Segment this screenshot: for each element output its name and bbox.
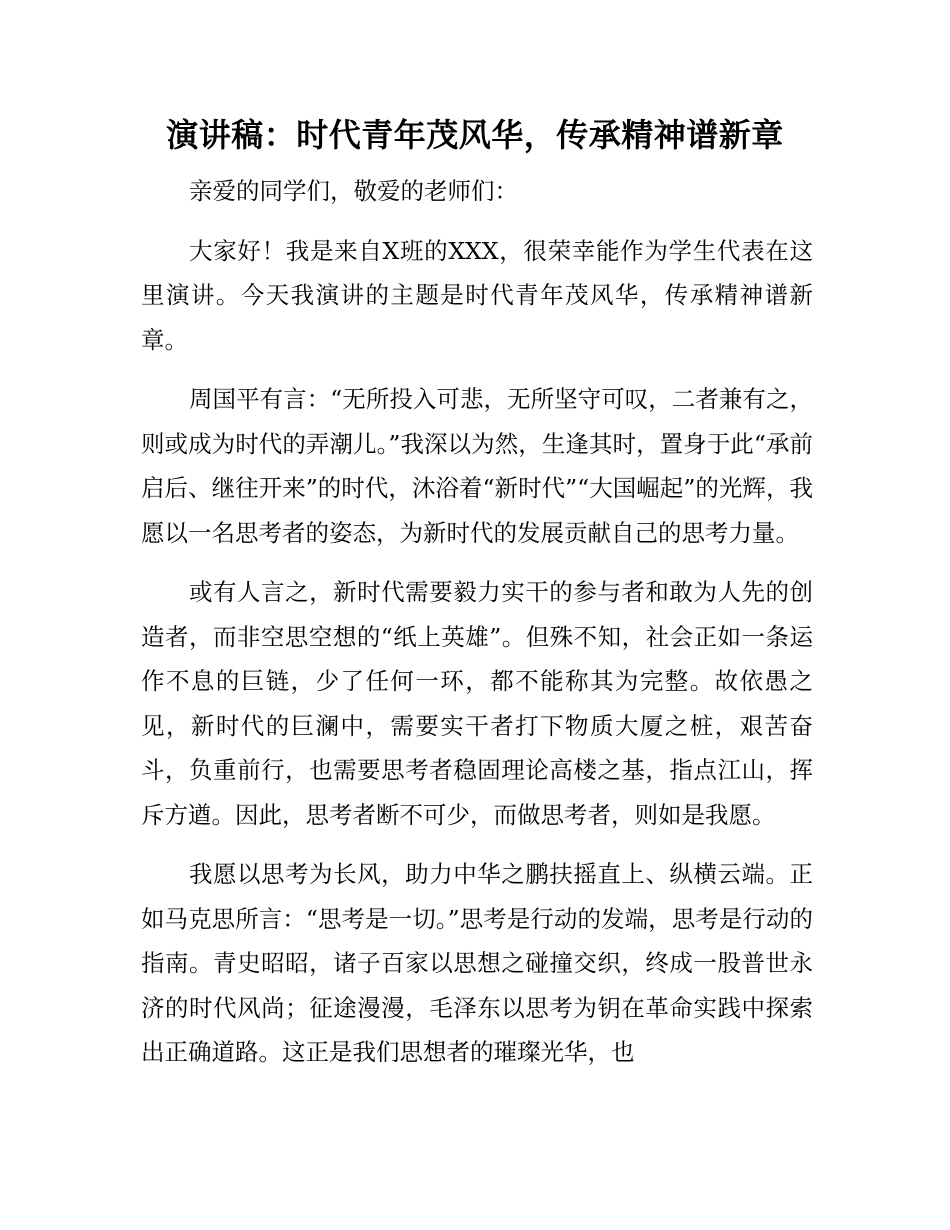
paragraph-introduction: 大家好！我是来自X班的XXX，很荣幸能作为学生代表在这里演讲。今天我演讲的主题是时代青年茂风华，传承精神谱新章。: [141, 236, 813, 354]
document-title: 演讲稿：时代青年茂风华，传承精神谱新章: [166, 116, 784, 154]
document-body: [141, 169, 813, 1090]
paragraph-marx-quote: 我愿以思考为长风，助力中华之鹏扶摇直上、纵横云端。正如马克思所言：“思考是一切。”思考是行动的发端，思考是行动的指南。青史昭昭，诸子百家以思想之碰撞交织，终成一股普世永济的时代风尚；征途漫漫，毛泽东以思考为钥在革命实践中探索出正确道路。这正是我们思想者的璀璨光华，也: [141, 860, 813, 1066]
paragraph-greeting: 亲爱的同学们，敬爱的老师们：: [189, 177, 518, 205]
paragraph-quote-zhou: 周国平有言：“无所投入可悲，无所坚守可叹，二者兼有之，则或成为时代的弄潮儿。”我深以为然，生逢其时，置身于此“承前启后、继往开来”的时代，沐浴着“新时代”“大国崛起”的光辉，我愿以一名思考者的姿态，为新时代的发展贡献自己的思考力量。: [141, 385, 813, 547]
paragraph-argument: 或有人言之，新时代需要毅力实干的参与者和敢为人先的创造者，而非空思空想的“纸上英雄”。但殊不知，社会正如一条运作不息的巨链，少了任何一环，都不能称其为完整。故依愚之见，新时代的巨澜中，需要实干者打下物质大厦之桩，艰苦奋斗，负重前行，也需要思考者稳固理论高楼之基，指点江山，挥斥方遒。因此，思考者断不可少，而做思考者，则如是我愿。: [141, 578, 813, 829]
